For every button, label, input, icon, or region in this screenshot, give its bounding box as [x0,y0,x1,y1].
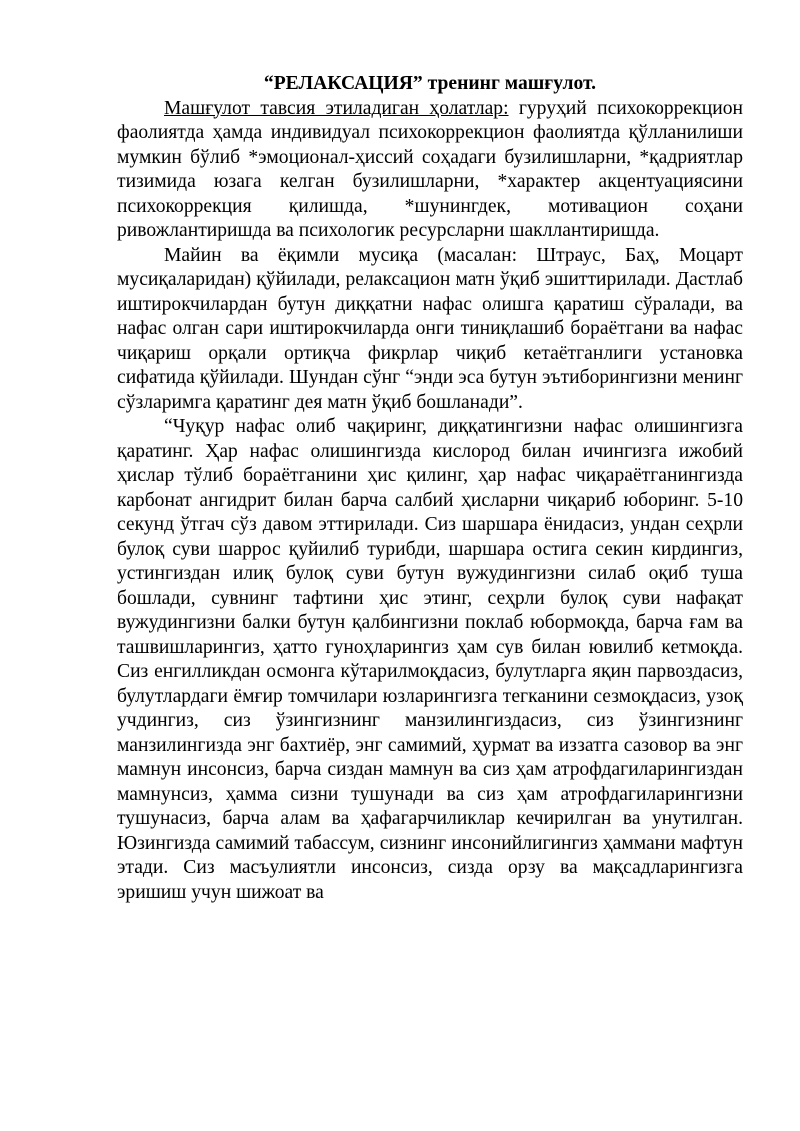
paragraph-1-text: гуруҳий психокоррекцион фаолиятда ҳамда индивидуал психокоррекцион фаолиятда қўлланилиши мумкин бўлиб *эмоционал-ҳиссий соҳадаги бузилишларни, *қадриятлар тизимида юзага келган бузилишларни, *характер акцентуациясини психокоррекция қилишда, *шунингдек, мотивацион соҳани ривожлантиришда ва психологик ресурсларни шакллантиришда. [117,97,743,241]
document-title: “РЕЛАКСАЦИЯ” тренинг машғулот. [263,73,597,94]
document-page [117,72,743,905]
paragraph-3: “Чуқур нафас олиб чақиринг, диққатингизни нафас олишингизга қаратинг. Ҳар нафас олишингизда кислород билан ичингизга ижобий ҳислар тўлиб бораётганини ҳис қилинг, ҳар нафас чиқараётганингизда карбонат ангидрит билан барча салбий ҳисларни чиқариб юборинг. 5-10 секунд ўтгач сўз давом эттирилади. Сиз шаршара ёнидасиз, ундан сеҳрли булоқ суви шаррос қуйилиб турибди, шаршара остига секин кирдингиз, устингиздан илиқ булоқ суви бутун вужудингизни силаб оқиб туша бошлади, сувнинг тафтини ҳис этинг, сеҳрли булоқ суви нафақат вужудингизни балки бутун қалбингизни поклаб юбормоқда, барча ғам ва ташвишларингиз, ҳатто гуноҳларингиз ҳам сув билан ювилиб кетмоқда. Сиз енгилликдан осмонга кўтарилмоқдасиз, булутларга яқин парвоздасиз, булутлардаги ёмғир томчилари юзларингизга тегканини сезмоқдасиз, узоқ учдингиз, сиз ўзингизнинг манзилингиздасиз, сиз ўзингизнинг манзилингизда энг бахтиёр, энг самимий, ҳурмат ва иззатга сазовор ва энг мамнун инсонсиз, барча сиздан мамнун ва сиз ҳам атрофдагиларингиздан мамнунсиз, ҳамма сизни тушунади ва сиз ҳам атрофдагиларингизни тушунасиз, барча алам ва ҳафагарчиликлар кечирилган ва унутилган. Юзингизда самимий табассум, сизнинг инсонийлигингиз ҳаммани мафтун этади. Сиз масъулиятли инсонсиз, сизда орзу ва мақсадларингизга эришиш учун шижоат ва [117,416,743,903]
paragraph-1 [117,97,743,244]
paragraph-1-lead: Машғулот тавсия этиладиган ҳолатлар: [164,97,509,119]
paragraph-2: Майин ва ёқимли мусиқа (масалан: Штраус, Баҳ, Моцарт мусиқаларидан) қўйилади, релаксацион матн ўқиб эшиттирилади. Дастлаб иштирокчилардан бутун диққатни нафас олишга қаратиш сўралади, ва нафас олган сари иштирокчиларда онги тиниқлашиб бораётгани ва нафас чиқариш орқали ортиқча фикрлар чиқиб кетаётганлиги установка сифатида қўйилади. Шундан сўнг “энди эса бутун эътиборингизни менинг сўзларимга қаратинг дея матн ўқиб бошланади”. [117,244,743,413]
